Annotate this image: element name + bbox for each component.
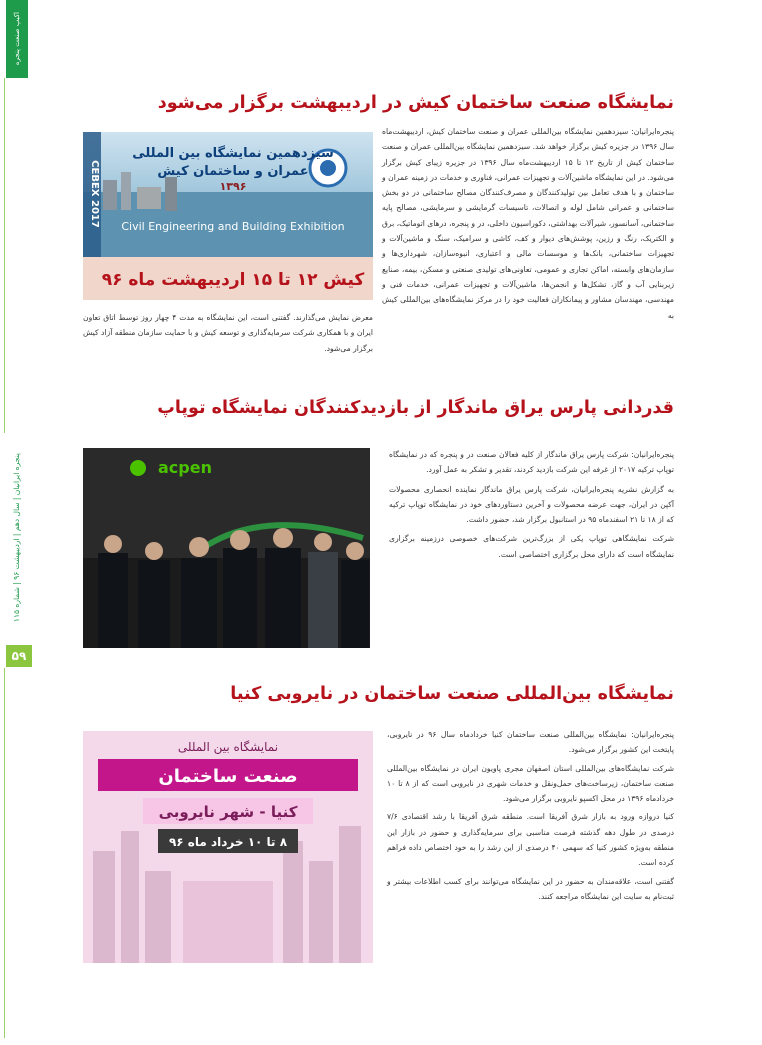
kenya-poster-banner: صنعت ساختمان <box>158 766 298 787</box>
article-1-poster <box>83 132 373 300</box>
article-3-poster <box>83 731 373 963</box>
page-number: ۵۹ <box>6 645 32 667</box>
article-2-title: قدردانی پارس یراق ماندگار از بازدیدکنندگان نمایشگاه توپاپ <box>157 398 674 418</box>
article-1-body: پنجره‌ایرانیان: سیزدهمین نمایشگاه بین‌المللی عمران و صنعت ساختمان کیش، اردیبهشت‌ماه سال ۱۳۹۶ در جزیره کیش برگزار خواهد شد. سیزدهمین نمایشگاه بین‌المللی عمران و صنعت ساختمان کیش از تاریخ ۱۲ تا ۱۵ اردیبهشت‌ماه سال ۱۳۹۶ در جزیره زیبای کیش برگزار می‌شود. در این نمایشگاه ماشین‌آلات و تجهیزات عمرانی، فناوری و خدمات در زمینه عمران و ساختمان و با هدف تعامل بین تولیدکنندگان و مصرف‌کنندگان مصالح ساختمانی در دو بخش ساختمانی و عمرانی شامل لوله و اتصالات، تاسیسات گرمایشی و سرمایشی، مصالح پایه ساختمانی، آسانسور، شیرآلات بهداشتی، دکوراسیون داخلی، در و پنجره، درهای اتوماتیک، برق و الکتریک، رنگ و رزین، پوشش‌های دیوار و کف، کاشی و سرامیک، سنگ و ماشین‌آلات و تجهیزات ساختمانی، بانک‌ها و موسسات مالی و اعتباری، انبوه‌سازان، شهرداری‌ها و سازمان‌های وابسته، اماکن تجاری و عمومی، تعاونی‌های تولیدی صنعتی و مسکن، بیمه، صنایع زیربنایی آب و گاز، تشکل‌ها و انجمن‌ها، ماشین‌آلات و تجهیزات عمرانی، خدمات فنی و مهندسی، مهندسان مشاور و پیمانکاران فعالیت خود را در مرکز نمایشگاه‌های بین‌المللی کیش به <box>382 127 674 320</box>
sidebar-divider-bottom <box>4 668 5 1038</box>
article-3-body <box>387 727 674 904</box>
poster-date: کیش ۱۲ تا ۱۵ اردیبهشت ماه ۹۶ <box>101 270 365 290</box>
acpen-logo: acpen <box>158 458 212 477</box>
kenya-poster-location: کنیا - شهر نایروبی <box>158 803 298 821</box>
article-3-paragraph-3: کنیا دروازه ورود به بازار شرق آفریقا است. منطقه شرق آفریقا با رشد اقتصادی ۷/۶ درصدی در طول دهه گذشته فرصت مناسبی برای سرمایه‌گذاری و حضور در بازار این منطقه به‌ویژه کشور کنیا که سهمی ۴۰ درصدی از این رشد را به خود اختصاص داده فراهم کرده است. <box>387 812 674 868</box>
kenya-poster-date: ۸ تا ۱۰ خرداد ماه ۹۶ <box>168 835 288 849</box>
article-1-title: نمایشگاه صنعت ساختمان کیش در اردیبهشت برگزار می‌شود <box>157 93 674 113</box>
article-3-title: نمایشگاه بین‌المللی صنعت ساختمان در نایروبی کنیا <box>230 684 674 704</box>
article-2-paragraph-2: به گزارش نشریه پنجره‌ایرانیان، شرکت پارس یراق ماندگار نماینده انحصاری محصولات آکپن در ایران، جهت عرضه محصولات و آخرین دستاوردهای خود در نمایشگاه توپاپ ترکیه که از ۱۸ تا ۲۱ اسفندماه ۹۵ در استانبول برگزار شد، حضور داشت. <box>389 484 674 525</box>
poster-heading-1: سیزدهمین نمایشگاه بین المللی <box>132 146 334 161</box>
kenya-poster-heading: نمایشگاه بین المللی <box>177 740 279 754</box>
poster-year: ۱۳۹۶ <box>219 180 247 193</box>
article-3-paragraph-2: شرکت نمایشگاه‌های بین‌المللی استان اصفهان مجری پاویون ایران در نمایشگاه بین‌المللی صنعت ساختمان، زیرساخت‌های حمل‌ونقل و خدمات شهری در نایروبی است که از ۸ تا ۱۰ خردادماه ۱۳۹۶ در محل اکسپو نایروبی برگزار می‌شود. <box>387 763 674 804</box>
section-tab-label: اکیپ صنعت پنجره <box>13 12 21 66</box>
issue-info-strip <box>8 438 24 638</box>
article-2-paragraph-3: شرکت نمایشگاهی توپاپ یکی از بزرگ‌ترین شرکت‌های خصوصی درزمینه برگزاری نمایشگاه است که دارای محل برگزاری اختصاصی است. <box>389 534 674 559</box>
article-3-paragraph-1: پنجره‌ایرانیان: نمایشگاه بین‌المللی صنعت ساختمان کنیا خردادماه سال ۹۶ در نایروبی، پایتخت این کشور برگزار می‌شود. <box>387 730 674 755</box>
article-2-paragraph-1: پنجره‌ایرانیان: شرکت پارس یراق ماندگار از کلیه فعالان صنعت در و پنجره که در نمایشگاه توپاپ ترکیه ۲۰۱۷ از غرفه این شرکت بازدید کردند، تقدیر و تشکر به عمل آورد. <box>389 450 674 475</box>
poster-heading-2: عمران و ساختمان کیش <box>157 164 309 179</box>
article-2-body <box>389 447 674 562</box>
article-3-paragraph-4: گفتنی است، علاقه‌مندان به حضور در این نمایشگاه می‌توانند برای کسب اطلاعات بیشتر و ثبت‌نام به سایت این نمایشگاه مراجعه کنند. <box>387 876 674 901</box>
sidebar-divider-top <box>4 78 5 433</box>
article-1-body-cont: معرض نمایش می‌گذارند. گفتنی است، این نمایشگاه به مدت ۴ چهار روز توسط اتاق تعاون ایران و با همکاری شرکت سرمایه‌گذاری و توسعه کیش و با حمایت سازمان منطقه آزاد کیش برگزار می‌شود. <box>83 313 373 353</box>
poster-english: Civil Engineering and Building Exhibition <box>121 220 345 233</box>
article-2-photo <box>83 448 370 648</box>
poster-side-text: CEBEX 2017 <box>89 160 100 228</box>
issue-info-text: پنجره ایرانیان | سال دهم | اردیبهشت ۹۶ | شماره ۱۱۵ <box>11 453 21 623</box>
section-tab <box>6 0 28 78</box>
